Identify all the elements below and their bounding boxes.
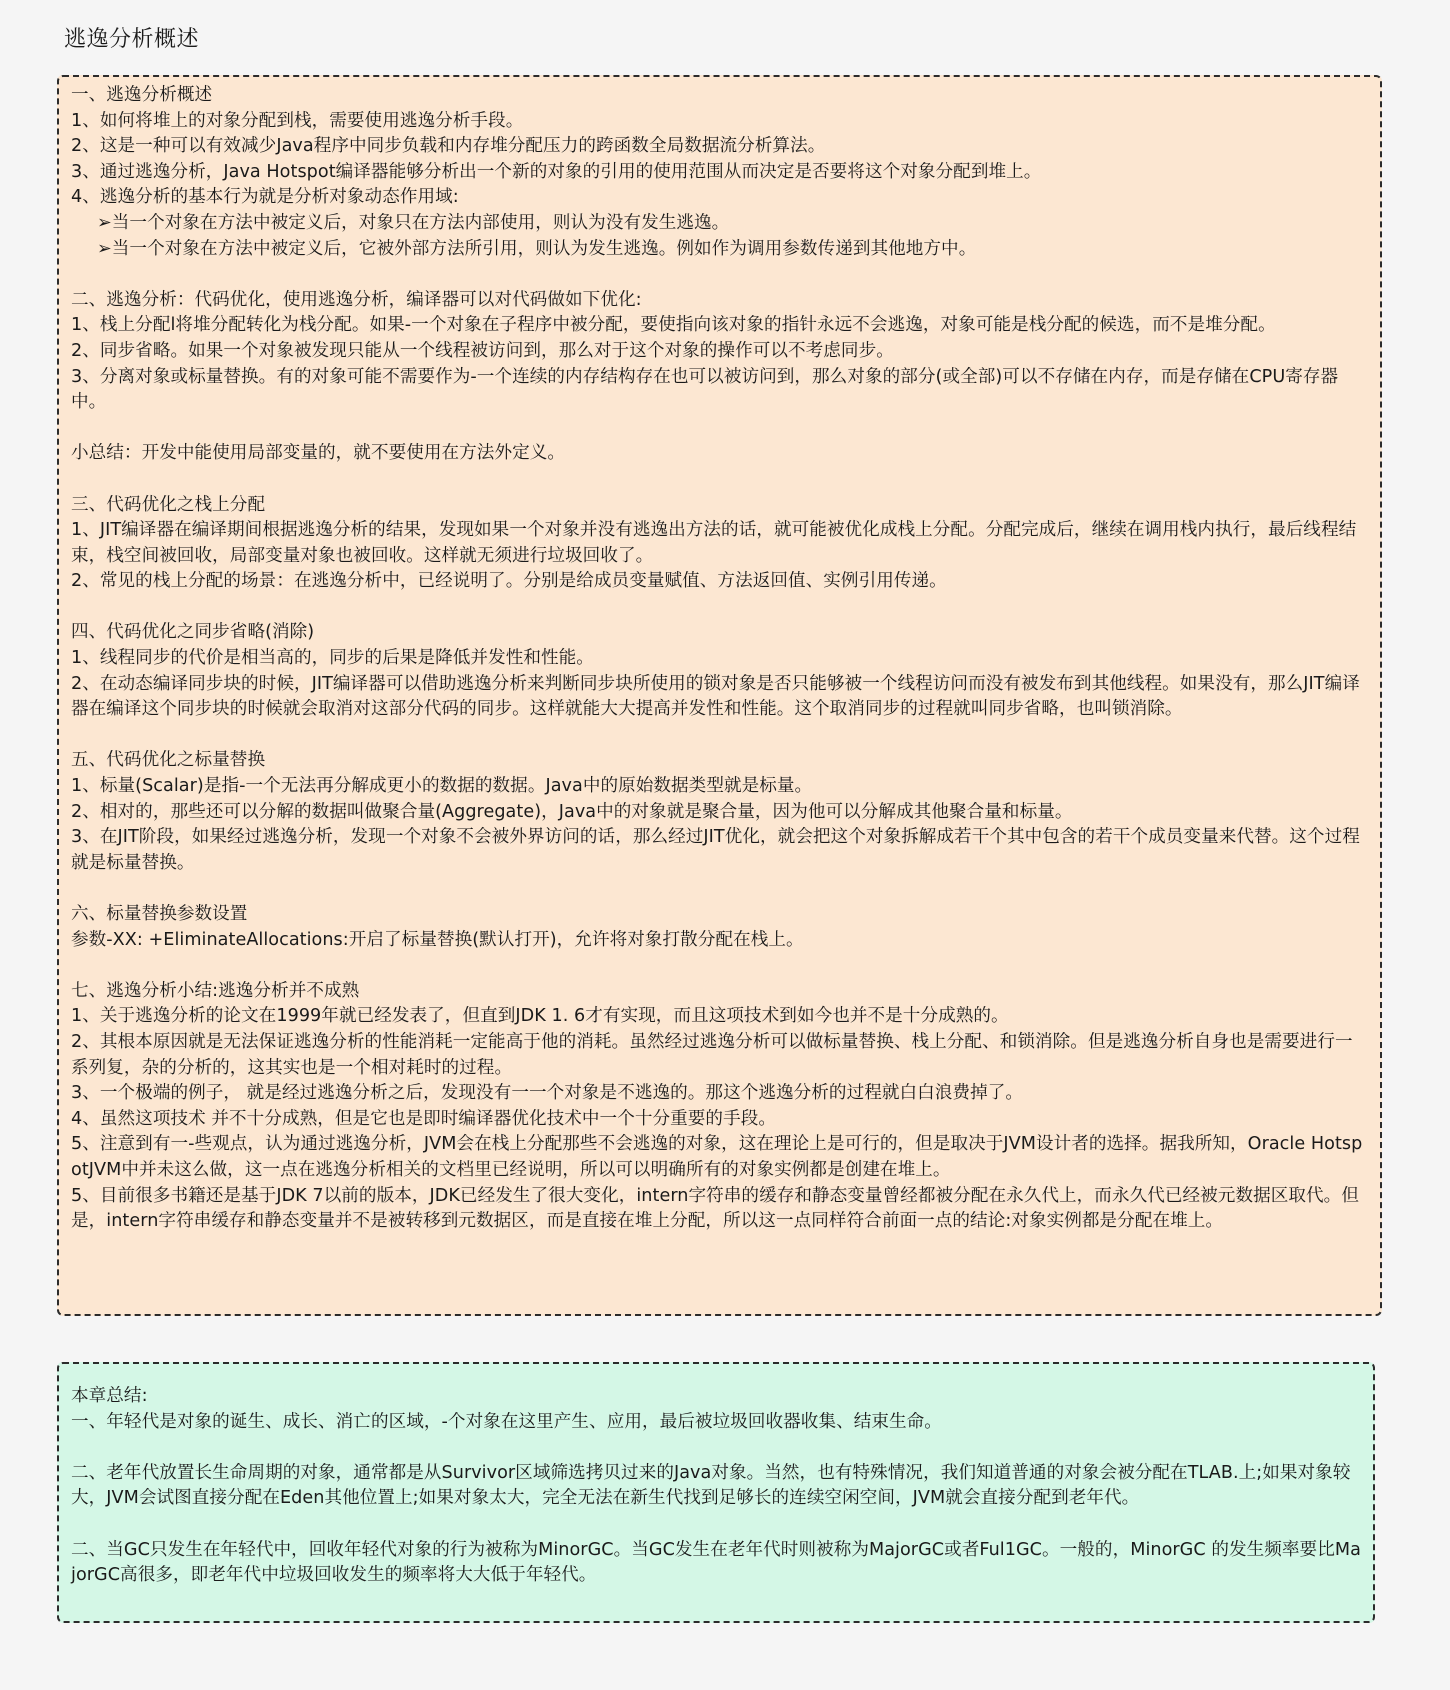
blank-line — [71, 467, 1368, 493]
text-line: 3、一个极端的例子， 就是经过逃逸分析之后，发现没有一一个对象是不逃逸的。那这个逃逸分析的过程就白白浪费掉了。 — [71, 1083, 1024, 1104]
text-line: 二、逃逸分析：代码优化，使用逃逸分析，编译器可以对代码做如下优化: — [71, 289, 642, 310]
text-line: 3、分离对象或标量替换。有的对象可能不需要作为-一个连续的内存结构存在也可以被访问到，那么对象的部分(或全部)可以不存储在内存，而是存储在CPU寄存器中。 — [71, 366, 1339, 413]
text-line: 1、线程同步的代价是相当高的，同步的后果是降低并发性和性能。 — [71, 648, 594, 669]
text-line: 五、代码优化之标量替换 — [71, 750, 266, 771]
text-line: 5、目前很多书籍还是基于JDK 7以前的版本，JDK已经发生了很大变化，intern字符串的缓存和静态变量曾经都被分配在永久代上，而永久代已经被元数据区取代。但是，intern字符串缓存和静态变量并不是被转移到元数据区，而是直接在堆上分配，所以这一点同样符合前面一点的结论:对象实例都是分配在堆上。 — [71, 1185, 1359, 1232]
text-line: 六、标量替换参数设置 — [71, 904, 248, 924]
text-line: 5、注意到有一-些观点，认为通过逃逸分析，JVM会在栈上分配那些不会逃逸的对象，这在理论上是可行的，但是取决于JVM设计者的选择。据我所知，Oracle HotspotJVM中并未这么做，这一点在逃逸分析相关的文档里已经说明，所以可以明确所有的对象实例都是创建在堆上。 — [71, 1134, 1363, 1180]
blank-line — [71, 953, 1368, 979]
blank-line — [71, 723, 1368, 749]
text-line: 4、虽然这项技术 并不十分成熟，但是它也是即时编译器优化技术中一个十分重要的手段。 — [71, 1108, 776, 1129]
text-line: 2、在动态编译同步块的时候，JIT编译器可以借助逃逸分析来判断同步块所使用的锁对象是否只能够被一个线程访问而没有被发布到其他线程。如果没有，那么JIT编译器在编译这个同步块的时候就会取消对这部分代码的同步。这样就能大大提高并发性和性能。这个取消同步的过程就叫同步省略，也叫锁消除。 — [71, 673, 1360, 720]
text-line: 小总结：开发中能使用局部变量的，就不要使用在方法外定义。 — [71, 443, 566, 464]
text-line: 七、逃逸分析小结:逃逸分析并不成熟 — [71, 980, 360, 1001]
text-line: 2、相对的，那些还可以分解的数据叫做聚合量(Aggregate)，Java中的对象就是聚合量，因为他可以分解成其他聚合量和标量。 — [71, 801, 1073, 822]
blank-line — [71, 876, 1368, 902]
text-line: 1、栈上分配l将堆分配转化为栈分配。如果-一个对象在子程序中被分配，要使指向该对象的指针永远不会逃逸，对象可能是栈分配的候选，而不是堆分配。 — [71, 315, 1276, 336]
text-line: 2、同步省略。如果一个对象被发现只能从一个线程被访问到，那么对于这个对象的操作可以不考虑同步。 — [71, 340, 894, 361]
text-line: ➢当一个对象在方法中被定义后，对象只在方法内部使用，则认为没有发生逃逸。 — [97, 212, 730, 233]
text-line: 2、常见的栈上分配的场景：在逃逸分析中，已经说明了。分别是给成员变量赋值、方法返回值、实例引用传递。 — [71, 571, 947, 592]
blank-line — [71, 262, 1368, 288]
page-title: 逃逸分析概述 — [64, 27, 200, 52]
text-line: ➢当一个对象在方法中被定义后，它被外部方法所引用，则认为发生逃逸。例如作为调用参数传递到其他地方中。 — [97, 238, 977, 259]
text-line: 3、通过逃逸分析，Java Hotspot编译器能够分析出一个新的对象的引用的使用范围从而决定是否要将这个对象分配到堆上。 — [71, 161, 1042, 182]
blank-line — [71, 1435, 1361, 1461]
chapter-summary-note — [57, 1362, 1375, 1623]
text-line: 参数-XX: +EliminateAllocations:开启了标量替换(默认打开)，允许将对象打散分配在栈上。 — [71, 929, 804, 950]
escape-analysis-note — [57, 75, 1382, 1316]
blank-line — [71, 1512, 1361, 1538]
text-line: 3、在JIT阶段，如果经过逃逸分析，发现一个对象不会被外界访问的话，那么经过JIT优化，就会把这个对象拆解成若干个其中包含的若干个成员变量来代替。这个过程就是标量替换。 — [71, 827, 1360, 873]
text-line: 二、老年代放置长生命周期的对象，通常都是从Survivor区域筛选拷贝过来的Java对象。当然，也有特殊情况，我们知道普通的对象会被分配在TLAB.上;如果对象较大，JVM会试图直接分配在Eden其他位置上;如果对象太大，完全无法在新生代找到足够长的连续空闲空间，JVM就会直接分配到老年代。 — [71, 1462, 1351, 1509]
text-line: 2、这是一种可以有效减少Java程序中同步负载和内存堆分配压力的跨函数全局数据流分析算法。 — [71, 136, 826, 157]
text-line: 1、如何将堆上的对象分配到栈，需要使用逃逸分析手段。 — [71, 110, 524, 131]
text-line: 三、代码优化之栈上分配 — [71, 494, 266, 515]
blank-line — [71, 416, 1368, 442]
text-line: 2、其根本原因就是无法保证逃逸分析的性能消耗一定能高于他的消耗。虽然经过逃逸分析可以做标量替换、栈上分配、和锁消除。但是逃逸分析自身也是需要进行一系列复，杂的分析的，这其实也是一个相对耗时的过程。 — [71, 1031, 1353, 1078]
blank-line — [71, 595, 1368, 621]
text-line: 一、逃逸分析概述 — [71, 85, 213, 105]
text-line: 四、代码优化之同步省略(消除) — [71, 622, 315, 643]
text-line: 1、关于逃逸分析的论文在1999年就已经发表了，但直到JDK 1. 6才有实现，而且这项技术到如今也并不是十分成熟的。 — [71, 1006, 1009, 1027]
text-line: 二、当GC只发生在年轻代中，回收年轻代对象的行为被称为MinorGC。当GC发生在老年代时则被称为MajorGC或者Ful1GC。一般的，MinorGC 的发生频率要比MajorGC高很多，即老年代中垃圾回收发生的频率将大大低于年轻代。 — [71, 1539, 1361, 1586]
text-line: 本章总结: — [71, 1386, 148, 1406]
escape-analysis-note-body — [71, 83, 1368, 1235]
text-line: 1、标量(Scalar)是指-一个无法再分解成更小的数据的数据。Java中的原始数据类型就是标量。 — [71, 776, 813, 797]
text-line: 1、JIT编译器在编译期间根据逃逸分析的结果，发现如果一个对象并没有逃逸出方法的话，就可能被优化成栈上分配。分配完成后，继续在调用栈内执行，最后线程结束，栈空间被回收，局部变量对象也被回收。这样就无须进行垃圾回收了。 — [71, 520, 1357, 566]
text-line: 一、年轻代是对象的诞生、成长、消亡的区域，-个对象在这里产生、应用，最后被垃圾回收器收集、结束生命。 — [71, 1411, 942, 1432]
text-line: 4、逃逸分析的基本行为就是分析对象动态作用域: — [71, 187, 459, 208]
chapter-summary-note-body — [71, 1384, 1361, 1589]
